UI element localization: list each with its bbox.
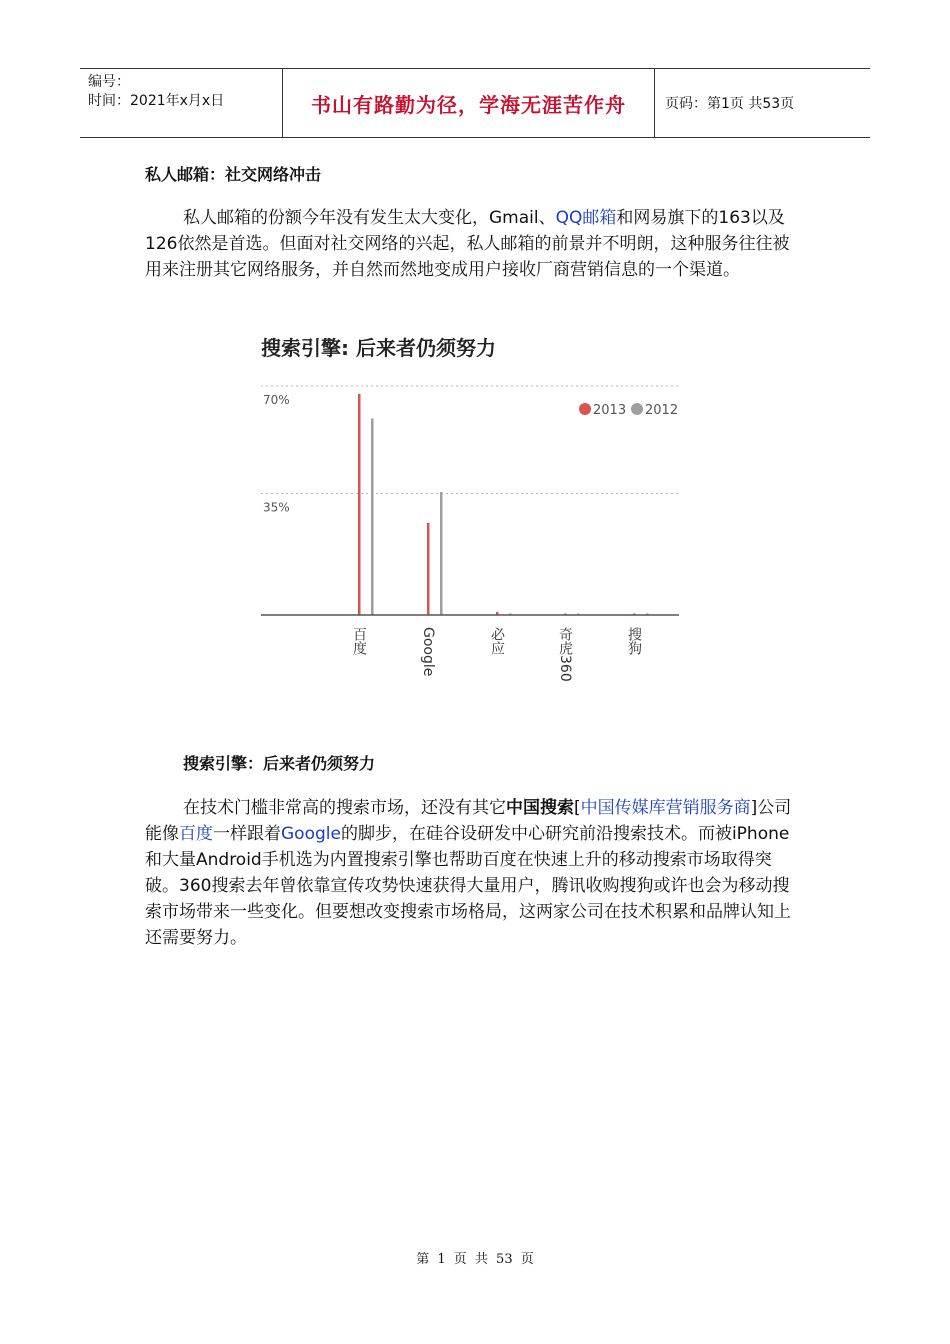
google-link[interactable]: Google [281, 824, 341, 844]
bar-2013 [427, 523, 430, 615]
header-page-info: 页码：第1页 共53页 [654, 69, 870, 137]
legend-label: 2012 [645, 403, 679, 418]
bar-2012 [371, 418, 374, 615]
search-engine-chart [255, 325, 695, 695]
china-media-link[interactable]: 中国传媒库营销服务商 [580, 798, 751, 818]
category-label: Google [420, 627, 436, 677]
legend-marker [579, 403, 591, 415]
category-label: 奇虎360 [557, 627, 573, 682]
paragraph-text: 和网易旗下的163以及126依然是首选。但面对社交网络的兴起，私人邮箱的前景并不明朗，这种服务往往被用来注册其它网络服务，并自然而然地变成用户接收厂商营销信息的一个渠道。 [145, 208, 790, 280]
paragraph-text: 的脚步，在硅谷设研发中心研究前沿搜索技术。而被iPhone和大量Android手机选为内置搜索引擎也帮助百度在快速上升的移动搜索市场取得突破。360搜索去年曾依靠宣传攻势快速获得大量用户，腾讯收购搜狗或许也会为移动搜索市场带来一些变化。但要想改变搜索市场格局，这两家公司在技术积累和品牌认知上还需要努力。 [145, 824, 791, 948]
header-motto: 书山有路勤为径，学海无涯苦作舟 [282, 69, 654, 137]
paragraph-search [145, 795, 805, 951]
section-title-search: 搜索引擎：后来者仍须努力 [183, 754, 376, 773]
chart-title: 搜索引擎: 后来者仍须努力 [261, 336, 496, 360]
china-search-link[interactable]: 中国搜索 [506, 798, 574, 818]
paragraph-email [145, 205, 805, 283]
paragraph-text: ]公司能像 [145, 798, 792, 844]
date-label: 时间：2021年x月x日 [88, 93, 225, 109]
header-meta [80, 69, 282, 137]
y-tick-label: 35% [263, 500, 290, 515]
category-label: 搜狗 [626, 627, 642, 655]
paragraph-text: 在技术门槛非常高的搜索市场，还没有其它 [183, 798, 506, 818]
category-label: 百度 [351, 627, 367, 655]
qq-mail-link[interactable]: QQ邮箱 [555, 208, 617, 228]
paragraph-text: 一样跟着 [213, 824, 281, 844]
category-label: 必应 [489, 627, 505, 655]
y-tick-label: 70% [263, 393, 290, 407]
baidu-link[interactable]: 百度 [179, 824, 213, 844]
section-title-email: 私人邮箱：社交网络冲击 [145, 165, 322, 184]
paragraph-text: 私人邮箱的份额今年没有发生太大变化，Gmail、 [183, 208, 556, 228]
bar-2012 [440, 492, 443, 615]
bar-2013 [358, 394, 361, 615]
number-label: 编号： [88, 74, 130, 90]
legend-label: 2013 [593, 403, 627, 418]
paragraph-text: [ [574, 798, 581, 818]
page-footer: 第 1 页 共 53 页 [416, 1252, 534, 1267]
page-header [80, 68, 870, 138]
legend-marker [631, 403, 643, 415]
